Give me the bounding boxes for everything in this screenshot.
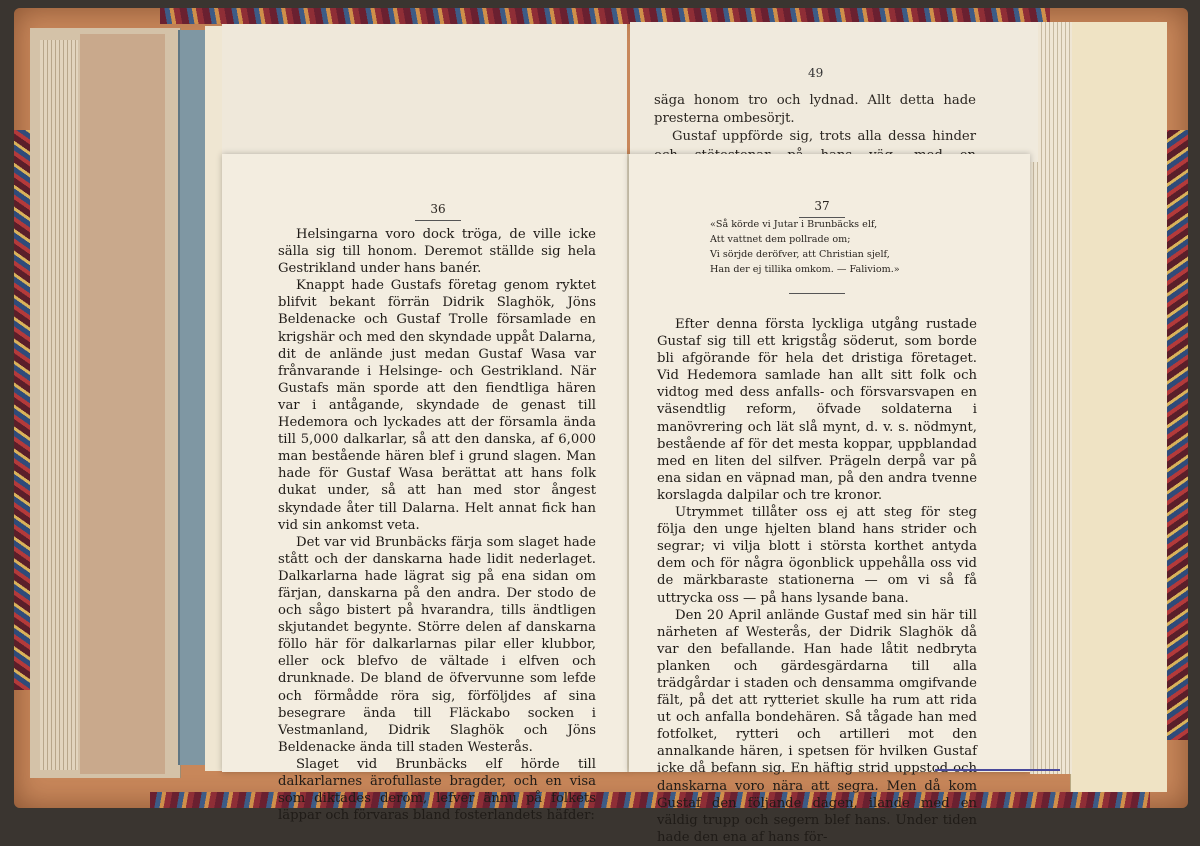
back-page-number: 49 — [808, 66, 824, 80]
paragraph: Det var vid Brunbäcks färja som slaget hade stått och der danskarna hade lidit nederlaget. Dalkarlarna hade lägrat sig på ena sidan om färjan, danskarna på den andra. Der stodo de och sågo bistert på hvarandra, tills ändtligen skjutandet begynte. Större delen af danskarna föllo här för dalkarlarnas pilar eller klubbor, eller ock blefvo de vältade i elfven och drunknade. De bland de öfvervunne som lefde och förmådde röra sig, förföljdes af sina besegrare ända till Fläckabo socken i Vestmanland, Didrik Slaghök och Jöns Beldenacke ända till staden Westerås. — [278, 534, 596, 755]
page-37 — [629, 154, 1030, 845]
section-rule — [789, 293, 845, 294]
page-37-text — [657, 316, 977, 846]
page-edges-left — [40, 40, 78, 770]
poem-line: Vi sörjde deröfver, att Christian sjelf, — [710, 249, 890, 260]
paragraph: Knappt hade Gustafs företag genom ryktet blifvit bekant förrän Didrik Slaghök, Jöns Beldenacke och Gustaf Trolle församlade en krigshär och med den skyndade uppåt Dalarna, dit de anlände just medan Gustaf Wasa var frånvarande i Helsinge- och Gestrikland. När Gustafs män sporde att den fiendtliga hären var i antågande, skyndade de genast till Hedemora och lyckades att der församla ända till 5,000 dalkarlar, så att den danska, af 6,000 man bestående hären blef i grund slagen. Man hade för Gustaf Wasa berättat att hans folk dukat under, så att han med stor ångest skyndade åter till Dalarna. Helt annat fick han vid sin ankomst veta. — [278, 278, 597, 533]
poem-line: «Så körde vi Jutar i Brunbäcks elf, — [710, 219, 878, 230]
back-page-left — [222, 24, 627, 165]
marbled-endpaper-right — [1166, 130, 1188, 740]
paragraph: Den 20 April anlände Gustaf med sin här till närheten af Westerås, der Didrik Slaghök då var den befallande. Han hade låtit nedbryta planken och gärdesgärdarna till alla trädgårdar i staden och densamma omgifvande fält, på det att rytteriet skulle ha rum att rida ut och anfalla bondehären. Så tågade han med fotfolket, rytteri och artilleri mot den annalkande hären, i spetsen för hvilken Gustaf icke då befann sig. En häftig strid uppstod och danskarna voro nära att segra. Men då kom Gustaf den följande dagen, ilande med en väldig trupp och segern blef hans. Under tiden hade den ena af hans för- — [657, 607, 977, 845]
page-number-37: 37 — [799, 199, 845, 218]
back-page-line-2: Gustaf uppförde sig, trots alla dessa hinder — [672, 129, 976, 145]
poem-line: Att vattnet dem pollrade om; — [710, 234, 851, 245]
page-number-36: 36 — [415, 202, 461, 221]
page-stack-left-inner — [80, 34, 165, 774]
binding-tape — [935, 769, 1060, 783]
poem-line: Han der ej tillika omkom. — Faliviom.» — [710, 264, 900, 275]
paragraph: Utrymmet tillåter oss ej att steg för steg följa den unge hjelten bland hans strider och segrar; vi vilja blott i största korthet antyda dem och för några ögonblick uppehålla oss vid de märkbaraste stationerna — om vi så få uttrycka oss — på hans lysande bana. — [657, 505, 977, 606]
page-36-text — [278, 226, 596, 824]
paragraph: Helsingarna voro dock tröga, de ville icke sälla sig till honom. Deremot ställde sig hela Gestrikland under hans banér. — [278, 227, 596, 277]
back-page-line-1: säga honom tro och lydnad. Allt detta hade presterna ombesörjt. — [654, 93, 976, 127]
endpaper-right — [1070, 22, 1167, 792]
paragraph: Slaget vid Brunbäcks elf hörde till dalkarlarnes ärofullaste bragder, och en visa som diktades derom, lefver ännu på folkets läppar och förvaras bland fosterlandets häfder: — [278, 756, 596, 824]
page-36 — [222, 154, 629, 824]
poem-verse — [710, 217, 900, 277]
paragraph: Efter denna första lyckliga utgång rustade Gustaf sig till ett krigståg söderut, som borde bli afgörande för hela det dristiga företaget. Vid Hedemora samlade han allt sitt folk och vidtog med dess anfalls- och försvarsvapen en väsendtlig reform, öfvade soldaterna i manövrering och lät slå mynt, d. v. s. nödmynt, bestående af för det mesta koppar, uppblandad med en liten del silfver. Prägeln derpå var på ena sidan en väpnad man, på den andra tvenne korslagda dalpilar och tre kronor. — [657, 317, 977, 503]
